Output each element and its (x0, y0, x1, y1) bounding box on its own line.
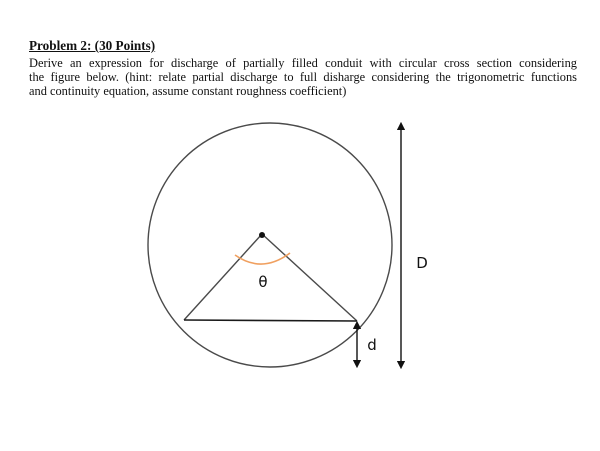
radius-line-left (184, 234, 262, 320)
center-point (259, 232, 265, 238)
problem-line-1: Derive an expression for discharge of partially filled conduit with circular cross section considering (29, 56, 577, 70)
depth-d-label: d (367, 336, 377, 354)
angle-theta-label: θ (258, 273, 268, 291)
diameter-d-label: D (416, 254, 428, 272)
problem-line-3: and continuity equation, assume constant roughness coefficient) (29, 84, 347, 99)
problem-heading: Problem 2: (30 Points) (29, 38, 156, 53)
conduit-circle (148, 123, 392, 367)
radius-line-right (262, 234, 357, 321)
problem-line-2: the figure below. (hint: relate partial discharge to full disharge considering the trigonometric functions (29, 70, 577, 85)
water-surface-chord (184, 320, 357, 321)
